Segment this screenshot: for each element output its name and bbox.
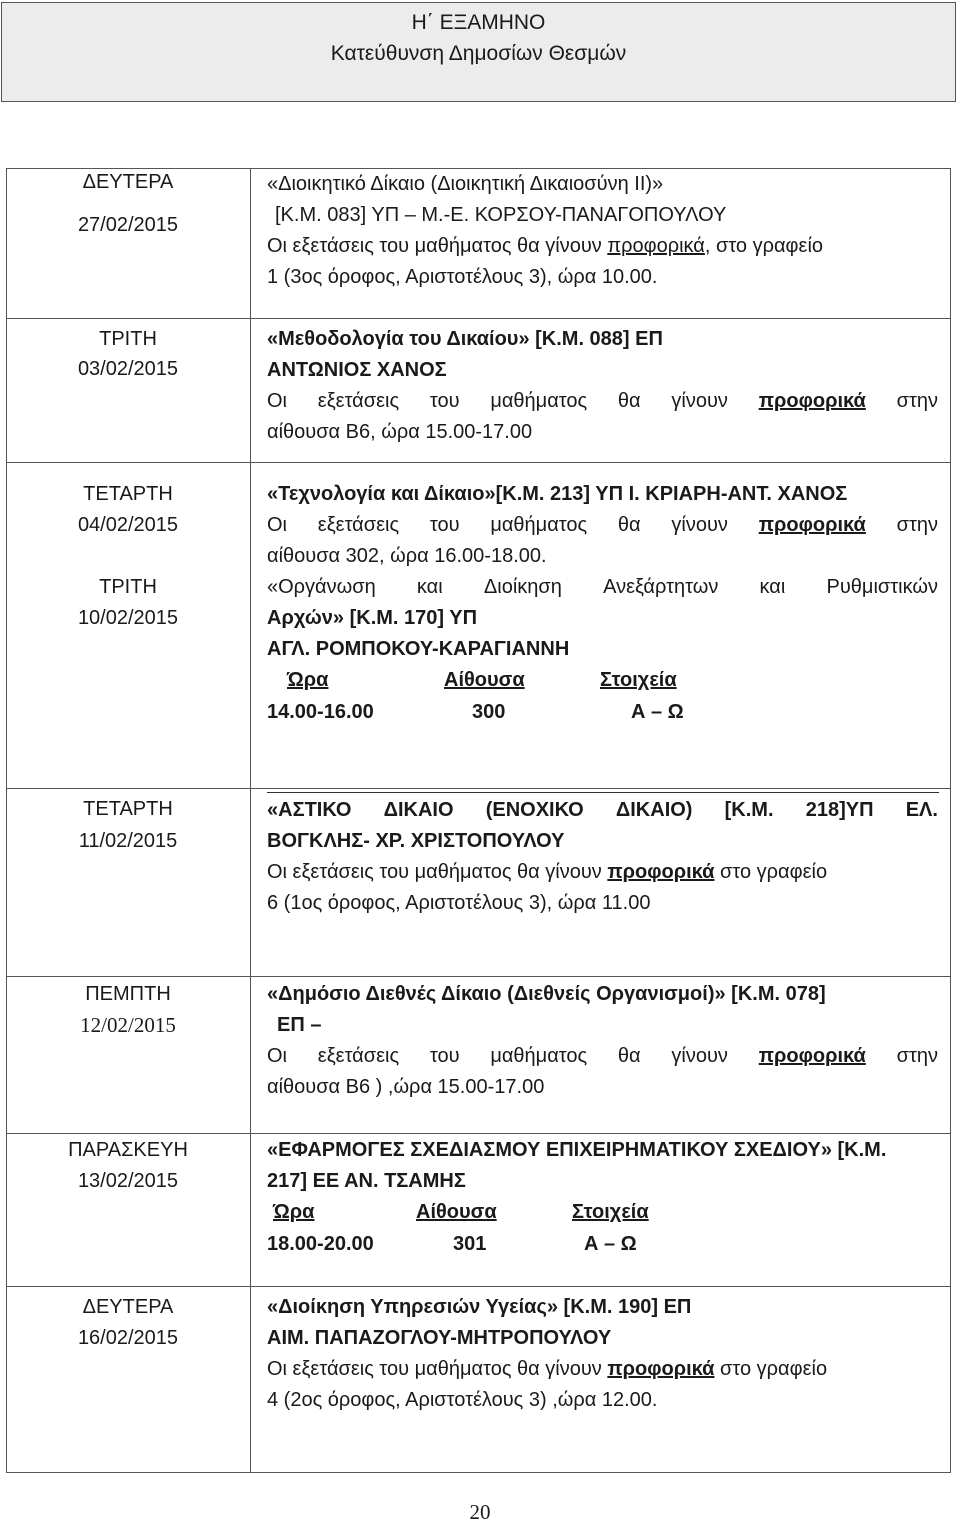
direction-title: Κατεύθυνση Δημοσίων Θεσμών [330,42,627,65]
exam-location: 1 (3ος όροφος, Αριστοτέλους 3), ώρα 10.00. [267,266,658,288]
exam-info-text: Οι εξετάσεις του μαθήματος θα γίνουν [267,1358,602,1380]
word: Οι [267,514,287,536]
word: μαθήματος [490,514,588,536]
word: μαθήματος [490,1045,588,1067]
oral-exam-mark: προφορικά [758,390,866,412]
exam-info [267,1358,827,1381]
row-divider [6,788,951,789]
course-title [267,799,938,822]
word: εξετάσεις [317,514,400,536]
word: του [429,390,460,412]
word: στην [896,1045,938,1067]
row-divider [6,1286,951,1287]
date-label: 03/02/2015 [77,358,179,380]
course-title [267,576,938,599]
exam-location: αίθουσα 302, ώρα 16.00-18.00. [267,545,547,567]
exam-students: Α – Ω [631,701,684,723]
word: εξετάσεις [317,390,400,412]
word: του [429,1045,460,1067]
date-label: 12/02/2015 [80,1013,176,1037]
course-title: «Διοικητικό Δίκαιο (Διοικητική Δικαιοσύνη ΙΙ)» [267,173,664,195]
word: του [429,514,460,536]
exam-time: 14.00-16.00 [267,701,374,723]
exam-info-text: Οι εξετάσεις του μαθήματος θα γίνουν [267,235,602,257]
table-header-time: Ώρα [287,669,329,691]
day-label: ΤΕΤΑΡΤΗ [83,483,173,505]
course-title: «ΕΦΑΡΜΟΓΕΣ ΣΧΕΔΙΑΣΜΟΥ ΕΠΙΧΕΙΡΗΜΑΤΙΚΟΥ ΣΧΕΔΙΟΥ» [Κ.Μ. [267,1139,887,1161]
date-label: 27/02/2015 [77,214,179,236]
exam-info [267,390,938,413]
exam-time: 18.00-20.00 [267,1233,374,1255]
word: Οι [267,390,287,412]
word: «ΑΣΤΙΚΟ [267,799,352,821]
word: στην [896,514,938,536]
word: θα [617,1045,641,1067]
course-title: «Μεθοδολογία του Δικαίου» [Κ.Μ. 088] ΕΠ [267,328,663,350]
word: ΔΙΚΑΙΟ) [615,799,693,821]
word: γίνουν [671,1045,728,1067]
exam-info-text: στο γραφείο [720,861,828,883]
word: στην [896,390,938,412]
exam-location: αίθουσα Β6 ) ,ώρα 15.00-17.00 [267,1076,545,1098]
day-label: ΠΑΡΑΣΚΕΥΗ [68,1139,188,1161]
instructor: ΑΙΜ. ΠΑΠΑΖΟΓΛΟΥ-ΜΗΤΡΟΠΟΥΛΟΥ [267,1327,612,1349]
row-divider [6,1133,951,1134]
course-code-instructor: 217] ΕΕ ΑΝ. ΤΣΑΜΗΣ [267,1170,466,1192]
day-label: ΔΕΥΤΕΡΑ [82,1296,174,1318]
word: μαθήματος [490,390,588,412]
course-title: «Διοίκηση Υπηρεσιών Υγείας» [Κ.Μ. 190] ΕΠ [267,1296,692,1318]
day-label: ΤΡΙΤΗ [99,328,157,350]
word: Οι [267,1045,287,1067]
table-header-room: Αίθουσα [444,669,525,691]
word: Ρυθμιστικών [826,576,938,598]
oral-exam-mark: προφορικά [607,1358,715,1380]
table-header-time: Ώρα [273,1201,315,1223]
word: [Κ.Μ. [724,799,774,821]
oral-exam-mark: προφορικά [607,235,705,257]
course-code-instructor: [Κ.Μ. 083] ΥΠ – Μ.-Ε. ΚΟΡΣΟΥ-ΠΑΝΑΓΟΠΟΥΛΟΥ [275,204,727,226]
exam-info-text: Οι εξετάσεις του μαθήματος θα γίνουν [267,861,602,883]
course-title: «Τεχνολογία και Δίκαιο»[Κ.Μ. 213] ΥΠ Ι. ΚΡΙΑΡΗ-ΑΝΤ. ΧΑΝΟΣ [267,483,848,505]
exam-info-text: , στο γραφείο [704,235,824,257]
oral-exam-mark: προφορικά [758,1045,866,1067]
word: θα [617,514,641,536]
word: και [759,576,786,598]
page-number: 20 [469,1500,491,1524]
row-divider [6,462,951,463]
day-label: ΤΡΙΤΗ [99,576,157,598]
word: εξετάσεις [317,1045,400,1067]
date-label: 11/02/2015 [78,830,178,852]
word: 218]ΥΠ [805,799,874,821]
exam-room: 301 [453,1233,487,1255]
course-code: Αρχών» [Κ.Μ. 170] ΥΠ [267,607,478,629]
word: «Οργάνωση [267,576,376,598]
column-divider [250,168,251,1473]
word: θα [617,390,641,412]
word: γίνουν [671,514,728,536]
oral-exam-mark: προφορικά [758,514,866,536]
exam-students: Α – Ω [584,1233,637,1255]
separator-rule [267,792,939,793]
exam-info [267,1045,938,1068]
table-header-details: Στοιχεία [600,669,677,691]
exam-location: 4 (2ος όροφος, Αριστοτέλους 3) ,ώρα 12.00. [267,1389,658,1411]
course-title: «Δημόσιο Διεθνές Δίκαιο (Διεθνείς Οργανισμοί)» [Κ.Μ. 078] [267,983,826,1005]
row-divider [6,318,951,319]
row-divider [6,976,951,977]
day-label: ΤΕΤΑΡΤΗ [83,798,173,820]
instructor: ΑΝΤΩΝΙΟΣ ΧΑΝΟΣ [267,359,447,381]
exam-location: αίθουσα Β6, ώρα 15.00-17.00 [267,421,533,443]
word: Ανεξάρτητων [603,576,719,598]
header-box [1,2,956,102]
word: γίνουν [671,390,728,412]
word: Διοίκηση [483,576,562,598]
word: ΔΙΚΑΙΟ [383,799,454,821]
exam-info [267,861,827,884]
table-header-details: Στοιχεία [572,1201,649,1223]
exam-info [267,514,938,537]
day-label: ΔΕΥΤΕΡΑ [82,171,174,193]
instructor: ΒΟΓΚΛΗΣ- ΧΡ. ΧΡΙΣΤΟΠΟΥΛΟΥ [267,830,565,852]
date-label: 04/02/2015 [77,514,179,536]
date-label: 10/02/2015 [77,607,179,629]
date-label: 13/02/2015 [77,1170,179,1192]
instructor: ΑΓΛ. ΡΟΜΠΟΚΟΥ-ΚΑΡΑΓΙΑΝΝΗ [267,638,570,660]
semester-title: Η΄ ΕΞΑΜΗΝΟ [411,11,546,34]
word: ΕΛ. [905,799,938,821]
word: και [416,576,443,598]
course-code: ΕΠ – [277,1014,322,1036]
exam-location: 6 (1ος όροφος, Αριστοτέλους 3), ώρα 11.00 [267,892,651,914]
table-header-room: Αίθουσα [416,1201,497,1223]
day-label: ΠΕΜΠΤΗ [85,983,171,1005]
word: (ΕΝΟΧΙΚΟ [485,799,584,821]
date-label: 16/02/2015 [77,1327,179,1349]
exam-room: 300 [472,701,506,723]
exam-info [267,235,823,258]
exam-info-text: στο γραφείο [720,1358,828,1380]
oral-exam-mark: προφορικά [607,861,715,883]
